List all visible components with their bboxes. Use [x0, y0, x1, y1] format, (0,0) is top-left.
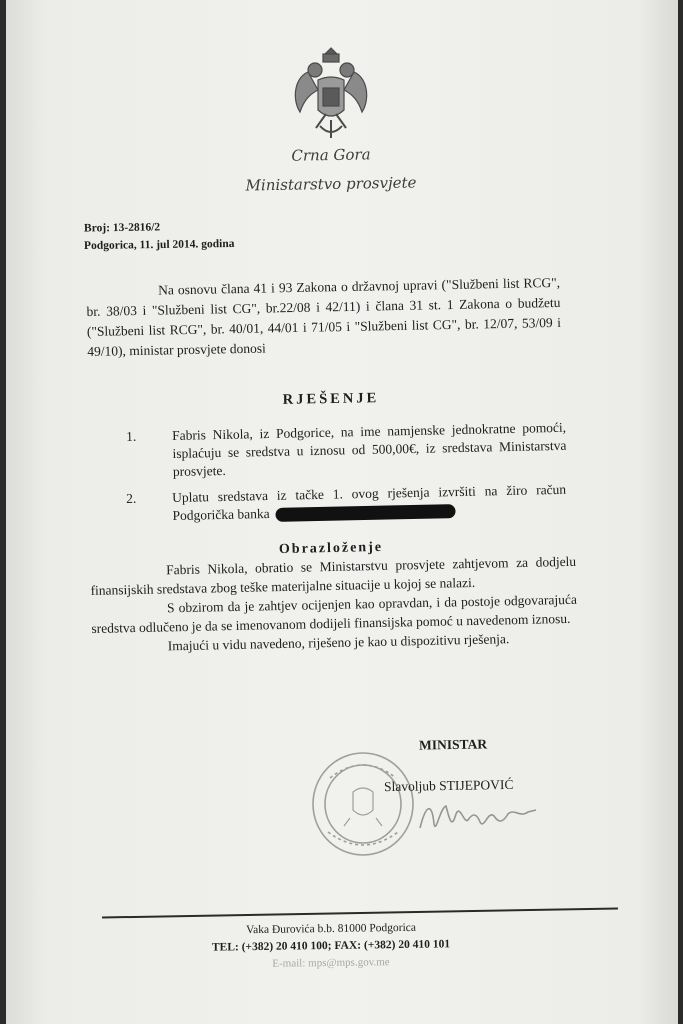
reasoning-paragraph: Imajući u vidu navedeno, riješeno je kao u dispozitivu rješenja. [167, 631, 510, 654]
footer-divider [102, 907, 618, 918]
reasoning-title: Obrazloženje [278, 539, 384, 558]
item-number: 1. [126, 428, 137, 444]
intro-paragraph: Na osnovu člana 41 i 93 Zakona o državnoj upravi ("Službeni list RCG", br. 38/03 i "Službeni list CG", br.22/08 i 42/11) i člana 31 st. 1 Zakona o budžetu ("Službeni list RCG", br. 40/01, 44/01 i 71/05 i "Službeni list CG", br. 12/07, 53/09 i 49/10), ministar prosvjete donosi [86, 274, 562, 359]
ministry-heading: Ministarstvo prosvjete [245, 173, 417, 195]
official-stamp [308, 748, 418, 860]
footer-address: Vaka Đurovića b.b. 81000 Podgorica [245, 921, 417, 937]
decision-item-1 [126, 419, 567, 482]
decision-title: RJEŠENJE [282, 390, 380, 408]
reasoning-paragraph: Fabris Nikola, obratio se Ministarstvu prosvjete zahtjevom za dodjelu finansijskih sredstava zbog teške materijalne situacije u kojoj se nalazi. [90, 553, 577, 598]
reasoning-body [90, 552, 578, 657]
item-text-wrap [172, 481, 567, 525]
document-page [6, 0, 678, 1024]
place-date: Podgorica, 11. jul 2014. godina [83, 237, 235, 253]
footer-contact: TEL: (+382) 20 410 100; FAX: (+382) 20 410 101 [211, 938, 451, 954]
redaction-mark [276, 504, 456, 522]
footer-email: E-mail: mps@mps.gov.me [272, 956, 390, 970]
item-number: 2. [126, 490, 137, 506]
signatory-title: MINISTAR [418, 736, 488, 753]
decision-item-2 [126, 481, 567, 526]
document-number: Broj: 13-2816/2 [83, 221, 161, 235]
item-text: Uplatu sredstava iz tačke 1. ovog rješenja izvršiti na žiro račun Podgorička banka [172, 481, 567, 524]
item-text: Fabris Nikola, iz Podgorice, na ime namjenske jednokratne pomoći, isplaćuju se sredstva u iznosu od 500,00€, iz sredstava Ministarstva prosvjete. [172, 419, 567, 480]
handwritten-signature [416, 794, 541, 838]
signatory-name: Slavoljub STIJEPOVIĆ [383, 776, 514, 795]
coat-of-arms-icon [290, 44, 372, 144]
reasoning-paragraph: S obzirom da je zahtjev ocijenjen kao opravdan, i da postoje odgovarajuća sredstva odlučeno je da se imenovanom dodijeli finansijska pomoć u navedenom iznosu. [91, 591, 578, 636]
country-heading: Crna Gora [291, 145, 371, 165]
